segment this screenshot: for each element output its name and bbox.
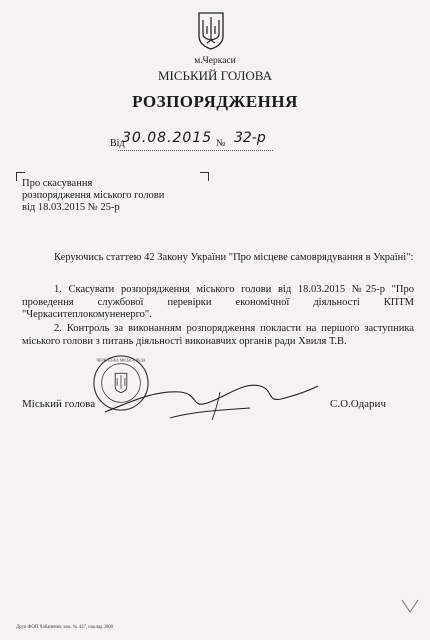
date-number-line (110, 130, 350, 154)
date-dotted-line (118, 150, 273, 151)
order-item-2: 2. Контроль за виконанням розпорядження покласти на першого заступника міського голови з питань діяльності виконавчих органів ради Хвиля Т.В. (22, 323, 414, 347)
date-label: Від (110, 138, 125, 149)
subject-line-1: Про скасування (22, 178, 93, 189)
subject-corner-bracket-right (200, 172, 209, 181)
document-type-title: РОЗПОРЯДЖЕННЯ (132, 92, 298, 111)
number-label: № (216, 138, 226, 149)
signature-name: С.О.Одарич (330, 398, 386, 410)
print-footer: Друк ФОП Чабаненко, зам. № 437, наклад 3000 (16, 625, 114, 630)
subject-block (22, 178, 164, 214)
svg-text:ЧЕРКАСЬКА МІСЬКА РАДА: ЧЕРКАСЬКА МІСЬКА РАДА (96, 358, 146, 363)
subject-line-2: розпорядження міського голови (22, 190, 165, 201)
subject-line-3: від 18.03.2015 № 25-р (22, 202, 120, 213)
handwritten-signature (100, 372, 320, 432)
handwritten-date: 30.08.2015 (122, 130, 213, 146)
corner-mark-icon (400, 598, 420, 614)
order-item-1: 1. Скасувати розпорядження міського голови від 18.03.2015 №25-р "Про проведення службової перевірки економічної діяльності КПТМ "Черкаситеплокомуненерго". (22, 284, 414, 320)
authority-title: МІСЬКИЙ ГОЛОВА (157, 68, 273, 83)
city-label: м.Черкаси (194, 56, 236, 66)
handwritten-number: 32-р (234, 130, 266, 146)
coat-of-arms-icon (198, 12, 224, 50)
preamble-paragraph: Керуючись статтею 42 Закону України "Про місцеве самоврядування в Україні": (54, 252, 414, 263)
signature-position: Міський голова (22, 398, 96, 410)
